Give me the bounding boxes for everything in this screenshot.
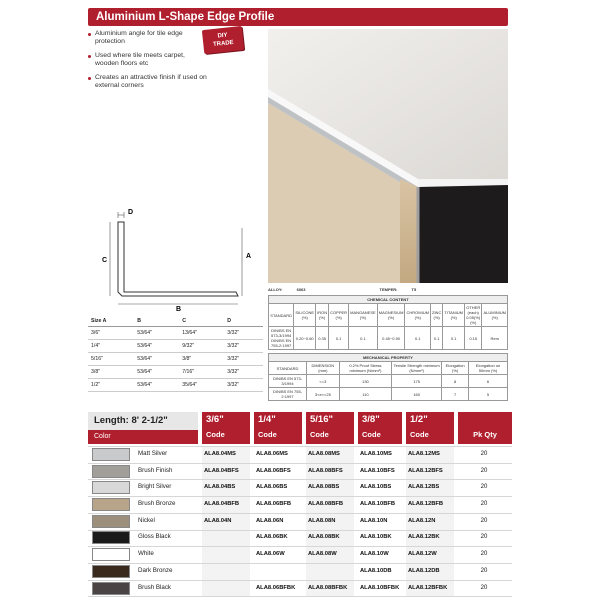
page-title: Aluminium L-Shape Edge Profile xyxy=(88,8,508,26)
product-code: ALA8.10N xyxy=(360,517,388,524)
pk-qty: 20 xyxy=(480,467,488,474)
cell: 7/16" xyxy=(179,366,224,379)
badge-line-diy: DIY xyxy=(217,32,228,40)
cell: 130 xyxy=(339,375,391,388)
cell: 3/32" xyxy=(224,340,263,353)
code-label: Code xyxy=(410,430,429,439)
mech-header-row xyxy=(269,362,508,375)
product-code: ALA8.08BFS xyxy=(308,467,343,474)
cell: 3/32" xyxy=(224,366,263,379)
color-name: Dark Bronze xyxy=(138,566,173,574)
cell: 3/6" xyxy=(88,327,134,340)
row-divider xyxy=(88,463,512,464)
product-code: ALA8.12BFB xyxy=(408,501,444,508)
cell: 5 xyxy=(469,388,508,401)
product-code: ALA8.06BFB xyxy=(256,501,292,508)
feature-list xyxy=(88,30,208,95)
pk-qty: 20 xyxy=(480,484,488,491)
color-swatch xyxy=(92,448,130,461)
color-name: Brush Finish xyxy=(138,466,173,474)
spec-sheet xyxy=(268,287,508,401)
table-row xyxy=(88,327,263,340)
col-header: IRON (%) xyxy=(316,304,329,327)
pk-qty: 20 xyxy=(480,567,488,574)
row-divider xyxy=(88,479,512,480)
cell: 1/4" xyxy=(88,340,134,353)
col-header: C xyxy=(179,316,224,327)
col-header: COPPER (%) xyxy=(329,304,349,327)
row-divider xyxy=(88,446,512,447)
product-code: ALA8.12DB xyxy=(408,567,440,574)
mech-row xyxy=(269,375,508,388)
product-code: ALA8.10BK xyxy=(360,534,392,541)
cell: 0.20~0.60 xyxy=(294,327,316,350)
cell: 0.1 xyxy=(405,327,431,350)
col-header: D xyxy=(224,316,263,327)
product-code: ALA8.08BK xyxy=(308,534,340,541)
col-header: MANGANESE (%) xyxy=(349,304,378,327)
color-name: Nickel xyxy=(138,516,155,524)
row-divider xyxy=(88,563,512,564)
size-column-header xyxy=(406,412,454,444)
length-header: Length: 8' 2-1/2" xyxy=(88,412,198,430)
product-rows xyxy=(88,446,512,596)
row-divider xyxy=(88,580,512,581)
table-row xyxy=(88,446,512,463)
col-header: ZINC (%) xyxy=(430,304,442,327)
cell: 110 xyxy=(339,388,391,401)
product-code: ALA8.04MS xyxy=(204,451,236,457)
product-code: ALA8.10BS xyxy=(360,484,392,491)
cell: 175 xyxy=(392,375,442,388)
pk-qty: 20 xyxy=(480,451,488,457)
size-column-header xyxy=(306,412,354,444)
product-code: ALA8.06BK xyxy=(256,534,288,541)
product-photo xyxy=(268,29,508,283)
alloy-label: ALLOY: xyxy=(268,287,283,292)
mechanical-table xyxy=(268,353,508,401)
label-b: B xyxy=(176,306,182,312)
table-row xyxy=(88,546,512,563)
diy-trade-badge xyxy=(202,26,244,54)
table-row xyxy=(88,513,512,530)
size-label: 1/2" xyxy=(410,414,428,425)
profile-diagram xyxy=(88,200,263,312)
cell: 53/64" xyxy=(134,366,179,379)
cell: 3<e<=25 xyxy=(307,388,340,401)
color-swatch xyxy=(92,548,130,561)
product-code: ALA8.12N xyxy=(408,517,436,524)
product-code: ALA8.08N xyxy=(308,517,336,524)
product-code: ALA8.10W xyxy=(360,551,389,558)
feature-item: Used where tile meets carpet, wooden floors etc xyxy=(88,52,208,69)
cell: 0.15 xyxy=(465,327,482,350)
code-label: Code xyxy=(206,430,225,439)
chem-title: CHEMICAL CONTENT xyxy=(269,296,508,304)
cell: <=3 xyxy=(307,375,340,388)
color-swatch xyxy=(92,498,130,511)
cell: 7 xyxy=(442,388,469,401)
col-header: TITANIUM (%) xyxy=(443,304,465,327)
pk-qty: 20 xyxy=(480,517,488,524)
cell: 0.1 xyxy=(443,327,465,350)
feature-item: Creates an attractive finish if used on external corners xyxy=(88,74,208,91)
pk-qty: 20 xyxy=(480,501,488,508)
product-code: ALA8.08BFBK xyxy=(308,584,348,591)
row-divider xyxy=(88,596,512,597)
product-code: ALA8.04BS xyxy=(204,484,236,491)
pk-qty-header xyxy=(458,412,512,444)
cell: 3/8" xyxy=(88,366,134,379)
pk-qty: 20 xyxy=(480,551,488,558)
col-header: Elongation (%) xyxy=(442,362,469,375)
cell: Rem xyxy=(482,327,508,350)
cell: 53/64" xyxy=(134,379,179,392)
temper-value: T5 xyxy=(411,287,417,292)
color-name: Brush Black xyxy=(138,583,172,591)
color-name: Gloss Black xyxy=(138,533,171,541)
size-table xyxy=(88,316,263,392)
product-code: ALA8.12MS xyxy=(408,451,440,457)
col-header: B xyxy=(134,316,179,327)
code-label: Code xyxy=(258,430,277,439)
alloy-temper-line xyxy=(268,287,508,292)
product-code: ALA8.08BFB xyxy=(308,501,344,508)
color-swatch xyxy=(92,515,130,528)
cell: 53/64" xyxy=(134,340,179,353)
product-code: ALA8.04BFS xyxy=(204,467,239,474)
cell: 0.45~0.90 xyxy=(377,327,405,350)
product-code: ALA8.10BFS xyxy=(360,467,395,474)
cell: 53/64" xyxy=(134,327,179,340)
table-row xyxy=(88,366,263,379)
tile-edge-photo xyxy=(268,29,508,283)
color-swatch xyxy=(92,582,130,595)
product-code: ALA8.12BK xyxy=(408,534,440,541)
color-name: Bright Silver xyxy=(138,483,172,491)
size-column-header xyxy=(202,412,250,444)
size-table-header xyxy=(88,316,263,327)
col-header: OTHER (each) 0.05(%) (%) xyxy=(466,305,481,325)
mech-title: MECHANICAL PROPERTY xyxy=(269,354,508,362)
product-code: ALA8.06MS xyxy=(256,451,288,457)
product-code: ALA8.06BS xyxy=(256,484,288,491)
cell: 3/32" xyxy=(224,327,263,340)
cell: 0.1 xyxy=(430,327,442,350)
pk-qty-label: Pk Qty xyxy=(473,430,497,439)
col-header: SILICONE (%) xyxy=(294,304,316,327)
product-code: ALA8.04N xyxy=(204,517,232,524)
label-a: A xyxy=(246,253,252,260)
product-code: ALA8.04BFB xyxy=(204,501,240,508)
cell: 35/64" xyxy=(179,379,224,392)
pk-qty: 20 xyxy=(480,534,488,541)
table-row xyxy=(88,479,512,496)
alloy-value: 6063 xyxy=(296,287,306,292)
chem-header-row xyxy=(269,304,508,327)
product-code: ALA8.06W xyxy=(256,551,285,558)
col-header: STANDARD xyxy=(269,304,294,327)
table-row xyxy=(88,379,263,392)
feature-item: Aluminium angle for tile edge protection xyxy=(88,30,208,47)
cell: 0.1 xyxy=(329,327,349,350)
col-header: MAGNESIUM (%) xyxy=(377,304,405,327)
color-swatch xyxy=(92,465,130,478)
code-label: Code xyxy=(310,430,329,439)
product-code: ALA8.10BFB xyxy=(360,501,396,508)
row-divider xyxy=(88,513,512,514)
product-code: ALA8.08MS xyxy=(308,451,340,457)
col-header: Tensile Strength minimum (N/mm²) xyxy=(392,362,442,375)
product-code: ALA8.12W xyxy=(408,551,437,558)
product-code: ALA8.08BS xyxy=(308,484,340,491)
size-column-header xyxy=(358,412,402,444)
badge-line-trade: TRADE xyxy=(212,39,235,49)
product-code: ALA8.06BFBK xyxy=(256,584,296,591)
product-code: ALA8.10MS xyxy=(360,451,392,457)
cell: 6 xyxy=(469,375,508,388)
chemical-table xyxy=(268,295,508,350)
col-header: Size A xyxy=(88,316,134,327)
label-d: D xyxy=(128,209,134,216)
table-row xyxy=(88,340,263,353)
table-row xyxy=(88,563,512,580)
color-name: Matt Silver xyxy=(138,450,168,457)
col-header: Elongation on 50mm (%) xyxy=(469,362,508,375)
col-header: ALUMINIUM (%) xyxy=(482,304,508,327)
row-divider xyxy=(88,546,512,547)
table-row xyxy=(88,529,512,546)
code-label: Code xyxy=(362,430,381,439)
size-label: 5/16" xyxy=(310,414,333,425)
cell: 8 xyxy=(442,375,469,388)
cell: DIN/BS EN 573-3/1994 xyxy=(269,375,307,388)
col-header: STANDARD xyxy=(269,362,307,375)
size-label: 3/8" xyxy=(362,414,380,425)
size-label: 3/6" xyxy=(206,414,224,425)
product-code: ALA8.10DB xyxy=(360,567,392,574)
table-row xyxy=(88,353,263,366)
color-swatch xyxy=(92,531,130,544)
table-row xyxy=(88,580,512,597)
row-divider xyxy=(88,530,512,531)
cell: 3/8" xyxy=(179,353,224,366)
color-name: White xyxy=(138,550,154,558)
cell: 3/32" xyxy=(224,353,263,366)
product-code: ALA8.12BFBK xyxy=(408,584,448,591)
cell: DIN/BS EN 755-2:1997 xyxy=(269,388,307,401)
product-code: ALA8.06N xyxy=(256,517,284,524)
mech-row xyxy=(269,388,508,401)
cell: 0.1 xyxy=(349,327,378,350)
row-divider xyxy=(88,496,512,497)
chem-row xyxy=(269,327,508,350)
label-c: C xyxy=(102,257,108,264)
pk-qty: 20 xyxy=(480,584,488,591)
col-header: 0.2% Proof Stress minimum (N/mm²) xyxy=(339,362,391,375)
l-profile-drawing xyxy=(88,200,263,312)
product-code: ALA8.06BFS xyxy=(256,467,291,474)
cell: 3/32" xyxy=(224,379,263,392)
col-header: CHROMIUM (%) xyxy=(405,304,431,327)
cell: 1/2" xyxy=(88,379,134,392)
col-header: DIMENSION (mm) xyxy=(307,362,340,375)
product-code: ALA8.12BS xyxy=(408,484,440,491)
color-name: Brush Bronze xyxy=(138,500,176,508)
cell: 160 xyxy=(392,388,442,401)
color-swatch xyxy=(92,481,130,494)
temper-label: TEMPER: xyxy=(379,287,398,292)
cell: 53/64" xyxy=(134,353,179,366)
size-label: 1/4" xyxy=(258,414,276,425)
product-code: ALA8.08W xyxy=(308,551,337,558)
cell: 9/32" xyxy=(179,340,224,353)
product-code: ALA8.12BFS xyxy=(408,467,443,474)
product-code: ALA8.10BFBK xyxy=(360,584,400,591)
color-swatch xyxy=(92,565,130,578)
table-row xyxy=(88,496,512,513)
cell: 0.35 xyxy=(316,327,329,350)
cell: 5/16" xyxy=(88,353,134,366)
color-header: Color xyxy=(88,430,198,444)
size-column-header xyxy=(254,412,302,444)
cell: 13/64" xyxy=(179,327,224,340)
table-row xyxy=(88,463,512,480)
cell: DIN/BS EN 573-3/1994 DIN/BS EN 755-2:1997 xyxy=(269,327,294,350)
